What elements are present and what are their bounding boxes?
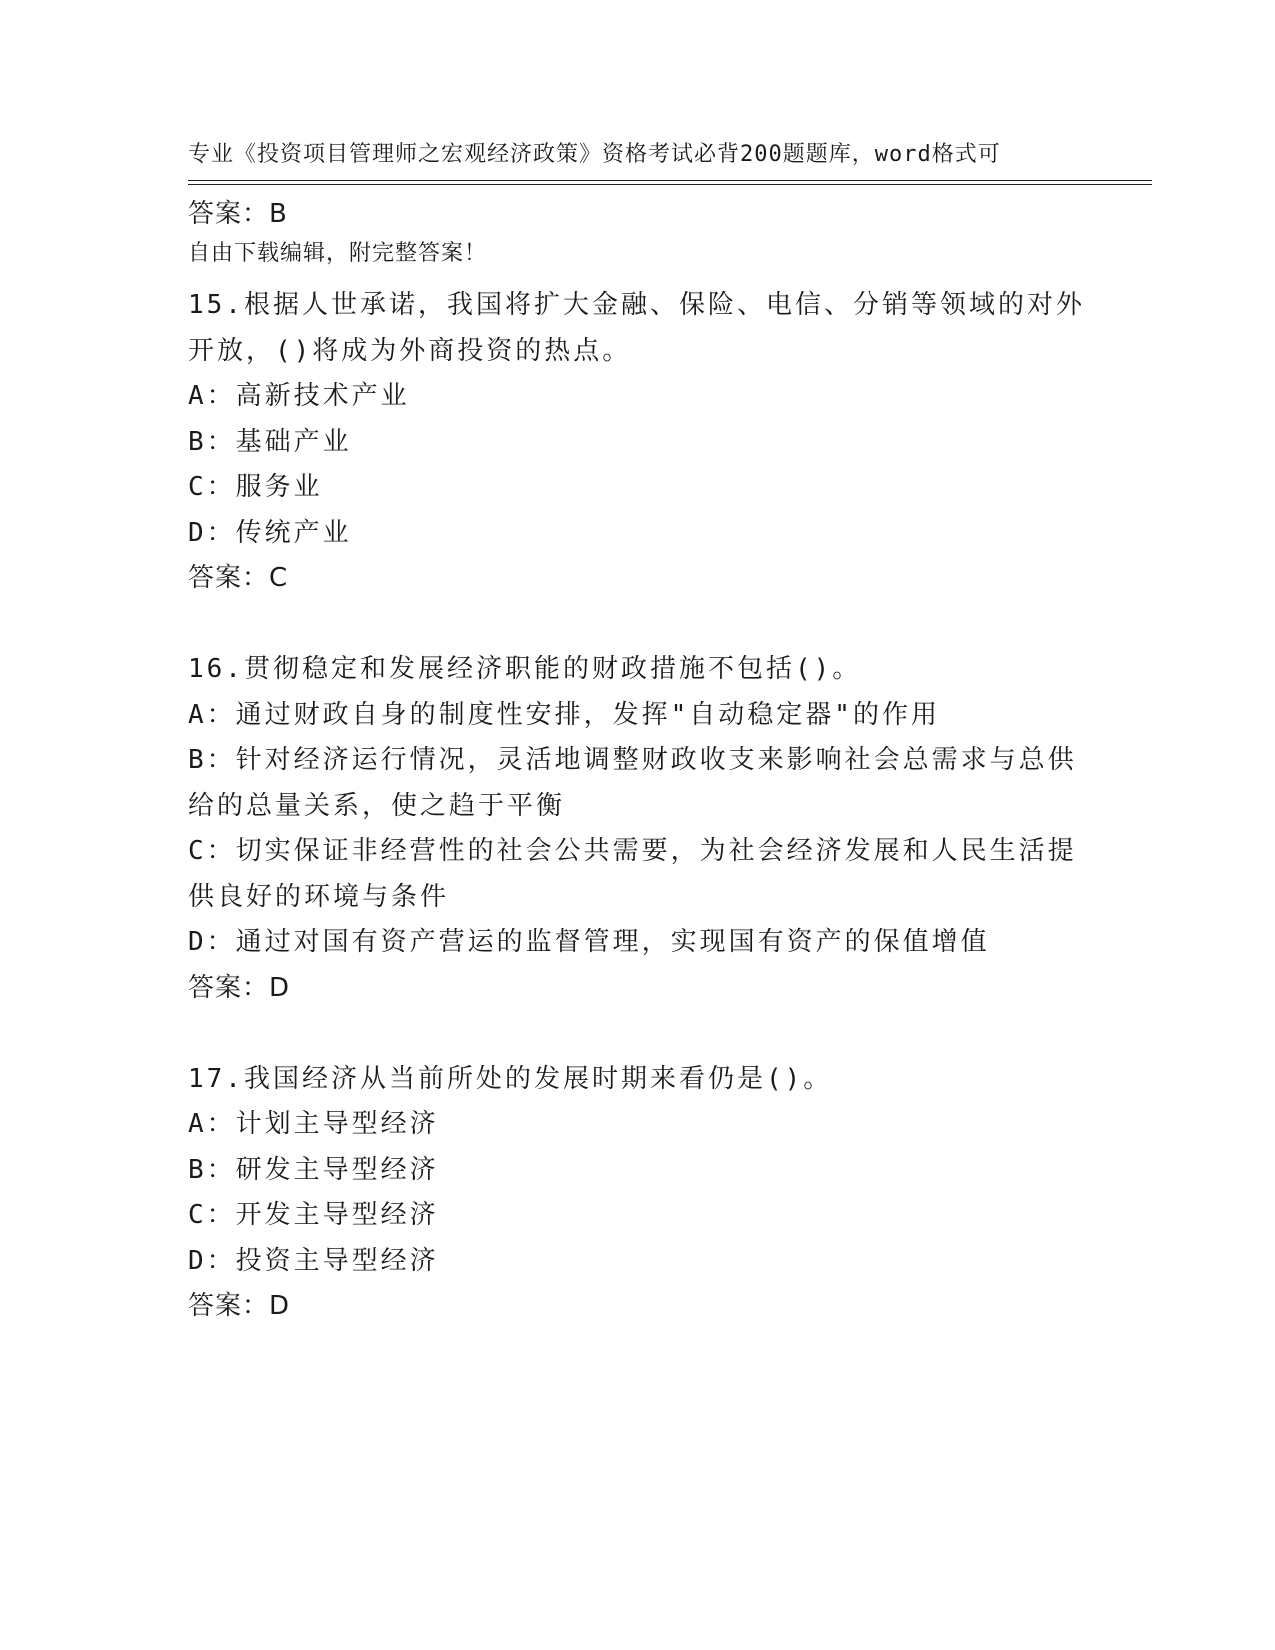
header-rule-bottom [188, 184, 1152, 185]
question-stem-line: 16.贯彻稳定和发展经济职能的财政措施不包括()。 [188, 654, 862, 684]
option-d: D：投资主导型经济 [188, 1245, 439, 1276]
option-b-continued: 给的总量关系，使之趋于平衡 [188, 790, 566, 821]
question-stem-line: 开放，()将成为外商投资的热点。 [188, 335, 632, 366]
option-b: B：针对经济运行情况，灵活地调整财政收支来影响社会总需求与总供 [188, 745, 1077, 775]
answer: 答案：C [188, 563, 289, 593]
option-d: D：传统产业 [188, 517, 352, 548]
option-a: A：高新技术产业 [188, 381, 410, 411]
question-stem-line: 17.我国经济从当前所处的发展时期来看仍是()。 [188, 1063, 833, 1094]
question-17 [188, 1057, 1088, 1330]
question-15 [188, 283, 1088, 602]
option-a: A：计划主导型经济 [188, 1109, 439, 1139]
option-d: D：通过对国有资产营运的监督管理，实现国有资产的保值增值 [188, 927, 990, 957]
question-content [188, 192, 1088, 1330]
option-a: A：通过财政自身的制度性安排，发挥"自动稳定器"的作用 [188, 699, 940, 730]
header-line-1: 专业《投资项目管理师之宏观经济政策》资格考试必背200题题库，word格式可 [188, 142, 1001, 167]
option-c: C：开发主导型经济 [188, 1200, 439, 1230]
option-c: C：切实保证非经营性的社会公共需要，为社会经济发展和人民生活提 [188, 836, 1077, 866]
answer: 答案：D [188, 1291, 291, 1321]
question-stem-line: 15.根据人世承诺，我国将扩大金融、保险、电信、分销等领域的对外 [188, 290, 1085, 320]
option-b: B：研发主导型经济 [188, 1154, 439, 1185]
option-c: C：服务业 [188, 472, 323, 502]
previous-answer: 答案：B [188, 199, 288, 229]
header-line-2: 自由下载编辑，附完整答案！ [188, 241, 488, 266]
option-b: B：基础产业 [188, 426, 352, 457]
header-rule-top [188, 180, 1152, 181]
answer: 答案：D [188, 972, 291, 1003]
question-16 [188, 647, 1088, 1011]
option-c-continued: 供良好的环境与条件 [188, 881, 450, 912]
